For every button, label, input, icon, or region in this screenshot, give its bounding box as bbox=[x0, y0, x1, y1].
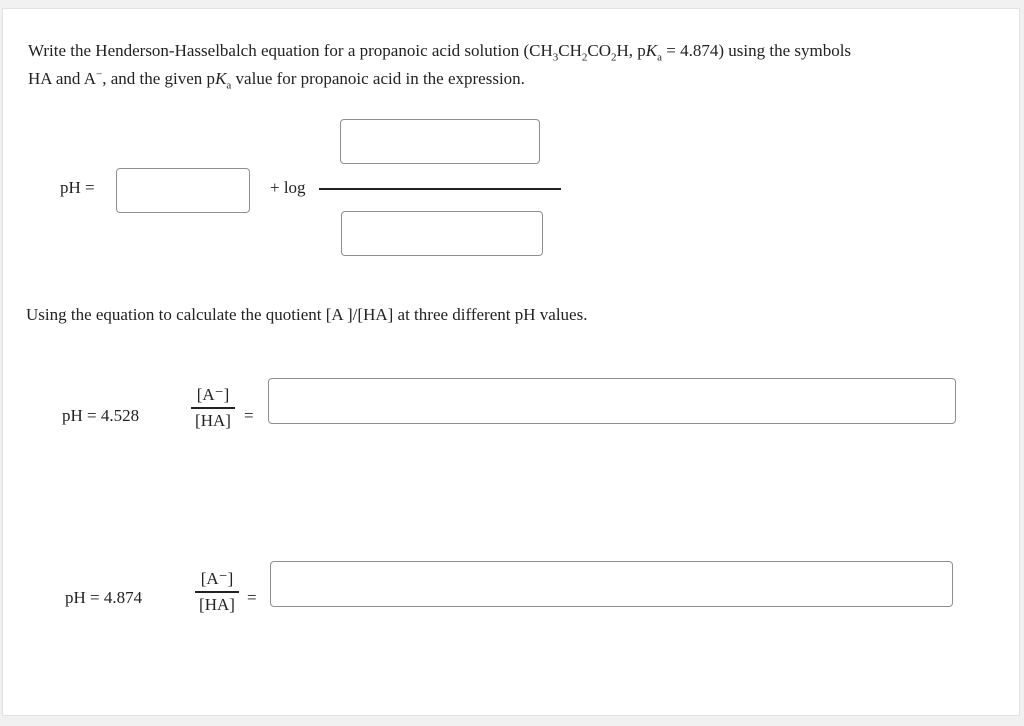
numerator-input[interactable] bbox=[340, 119, 540, 164]
row2-numerator: [A⁻] bbox=[200, 569, 234, 588]
question-prompt: Write the Henderson-Hasselbalch equation for a propanoic acid solution ($CH_3CH_2CO_2H$, $pK_a = 4.874$) using the symbols HA and A−, and the given $pK_a$ value for propanoic acid in the expression. bbox=[28, 41, 852, 92]
row1-equals: = bbox=[244, 406, 254, 425]
prompt-text-3: , and the given p bbox=[102, 69, 216, 88]
pka-value: = 4.874) using the symbols bbox=[662, 41, 852, 60]
prompt-text-1: Write the Henderson-Hasselbalch equation for a propanoic acid solution ( bbox=[28, 41, 530, 60]
row1-ratio-fraction bbox=[189, 384, 237, 432]
equation-fraction-bar bbox=[319, 188, 561, 190]
row2-fraction-bar bbox=[195, 591, 239, 593]
equation-ph-label: pH = bbox=[60, 178, 95, 197]
row1-denominator: [HA] bbox=[195, 410, 231, 430]
row1-answer-input[interactable] bbox=[268, 378, 956, 424]
plus-log-label: + log bbox=[270, 178, 306, 197]
propanoic-formula: $CH_3CH_2CO_2H$, $pK_a$ bbox=[529, 41, 663, 64]
prompt-text-4: value for propanoic acid in the expression. bbox=[231, 69, 525, 88]
row1-numerator: [A⁻] bbox=[196, 385, 230, 404]
row2-ratio-fraction bbox=[193, 568, 241, 616]
row2-answer-input[interactable] bbox=[270, 561, 953, 607]
row1-fraction-bar bbox=[191, 407, 235, 409]
row1-ph-label: pH = 4.528 bbox=[62, 406, 140, 425]
pka-input[interactable] bbox=[116, 168, 250, 213]
row2-denominator: [HA] bbox=[199, 594, 235, 614]
row2-equals: = bbox=[247, 588, 257, 607]
prompt-text-2: HA and A bbox=[28, 69, 96, 88]
row2-ph-label: pH = 4.874 bbox=[65, 588, 143, 607]
question-card bbox=[2, 8, 1020, 716]
denominator-input[interactable] bbox=[341, 211, 543, 256]
quotient-instruction: Using the equation to calculate the quotient [A ]/[HA] at three different pH values. bbox=[26, 305, 588, 324]
